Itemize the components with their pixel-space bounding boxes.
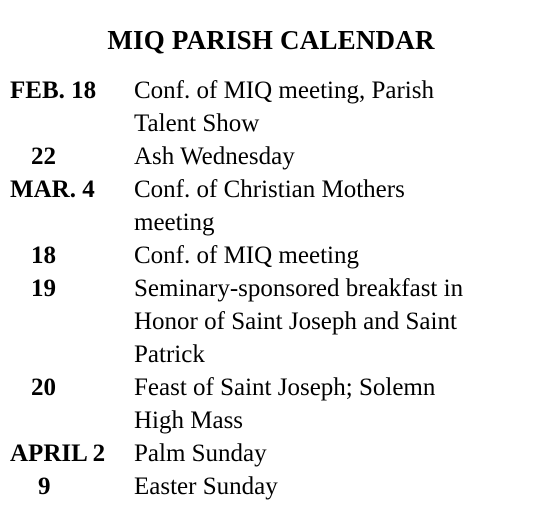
entry-date: 9 [38, 473, 51, 500]
entry-date: 22 [31, 143, 56, 170]
entry-event [134, 272, 530, 371]
calendar-entries [0, 74, 542, 503]
entry-event [134, 470, 530, 503]
event-line: Conf. of MIQ meeting [134, 242, 359, 269]
entry-event [134, 173, 530, 239]
calendar-entry [0, 470, 542, 503]
entry-date: 18 [31, 242, 56, 269]
event-line: Seminary-sponsored breakfast in [134, 275, 464, 302]
calendar-entry [0, 239, 542, 272]
calendar-entry [0, 272, 542, 371]
event-line: Honor of Saint Joseph and Saint [134, 308, 457, 335]
calendar-entry [0, 173, 542, 239]
calendar-title: MIQ PARISH CALENDAR [107, 25, 435, 55]
event-line: Palm Sunday [134, 440, 267, 467]
entry-date: MAR. 4 [10, 176, 95, 203]
event-line: High Mass [134, 407, 244, 434]
calendar-entry [0, 371, 542, 437]
calendar-entry [0, 74, 542, 140]
entry-event [134, 140, 530, 173]
entry-date: FEB. 18 [10, 77, 97, 104]
entry-date: 19 [31, 275, 56, 302]
event-line: Patrick [134, 341, 205, 368]
event-line: meeting [134, 209, 215, 236]
event-line: Feast of Saint Joseph; Solemn [134, 374, 436, 401]
calendar-entry [0, 140, 542, 173]
event-line: Talent Show [134, 110, 260, 137]
entry-event [134, 74, 530, 140]
entry-event [134, 437, 530, 470]
event-line: Conf. of Christian Mothers [134, 176, 405, 203]
calendar-entry [0, 437, 542, 470]
event-line: Conf. of MIQ meeting, Parish [134, 77, 434, 104]
event-line: Ash Wednesday [134, 143, 295, 170]
entry-date: APRIL 2 [10, 440, 106, 467]
entry-event [134, 239, 530, 272]
entry-date: 20 [31, 374, 56, 401]
event-line: Easter Sunday [134, 473, 278, 500]
entry-event [134, 371, 530, 437]
